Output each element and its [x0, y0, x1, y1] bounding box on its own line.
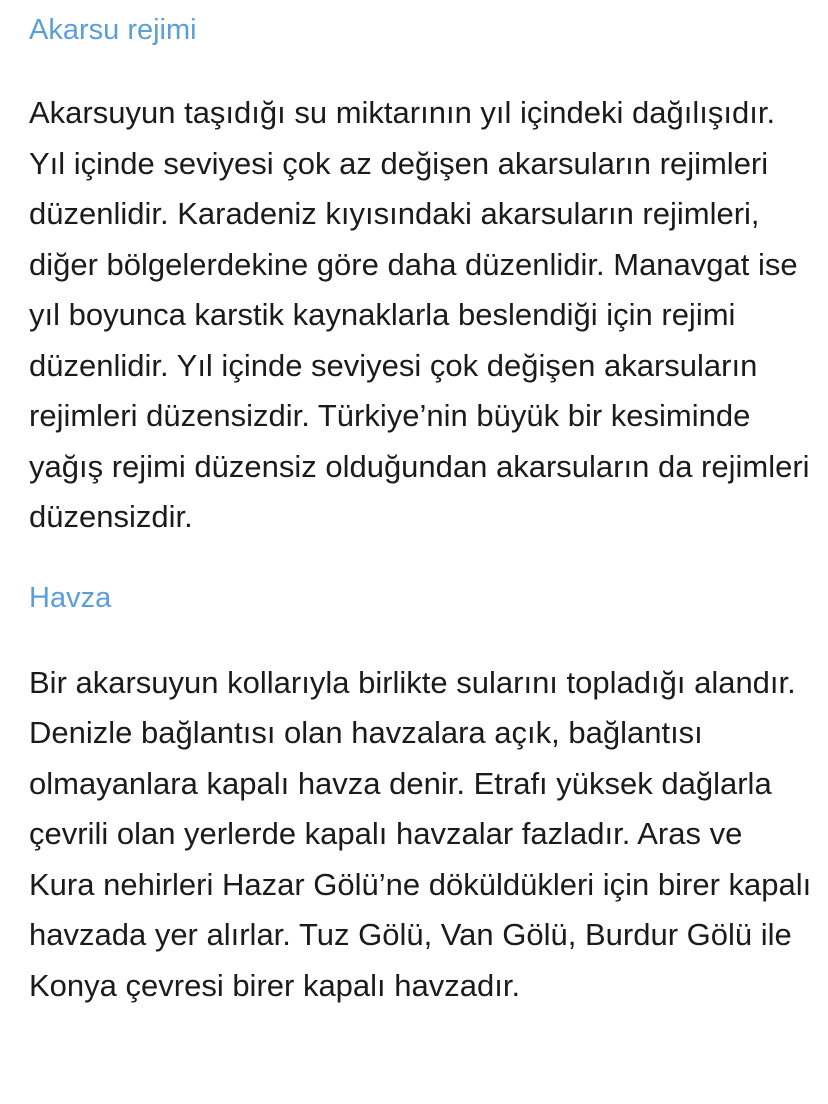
section-paragraph-akarsu-rejimi: Akarsuyun taşıdığı su miktarının yıl içindeki dağılışıdır. Yıl içinde seviyesi çok az değişen akarsuların rejimleri düzenlidir. Karadeniz kıyısındaki akarsuların rejimleri, diğer bölgelerdekine göre daha düzenlidir. Manavgat ise yıl boyunca karstik kaynaklarla beslendiği için rejimi düzenlidir. Yıl içinde seviyesi çok değişen akarsuların rejimleri düzensizdir. Türkiye’nin büyük bir kesiminde yağış rejimi düzensiz olduğundan akarsuların da rejimleri düzensizdir. — [29, 95, 810, 534]
section-paragraph-havza: Bir akarsuyun kollarıyla birlikte sularını topladığı alandır. Denizle bağlantısı olan havzalara açık, bağlantısı olmayanlara kapalı havza denir. Etrafı yüksek dağlarla çevrili olan yerlerde kapalı havzalar fazladır. Aras ve Kura nehirleri Hazar Gölü’ne döküldükleri için birer kapalı havzada yer alırlar. Tuz Gölü, Van Gölü, Burdur Gölü ile Konya çevresi birer kapalı havzadır. — [29, 664, 812, 1003]
section-heading-akarsu-rejimi: Akarsu rejimi — [29, 14, 197, 46]
section-heading-havza: Havza — [29, 581, 112, 614]
